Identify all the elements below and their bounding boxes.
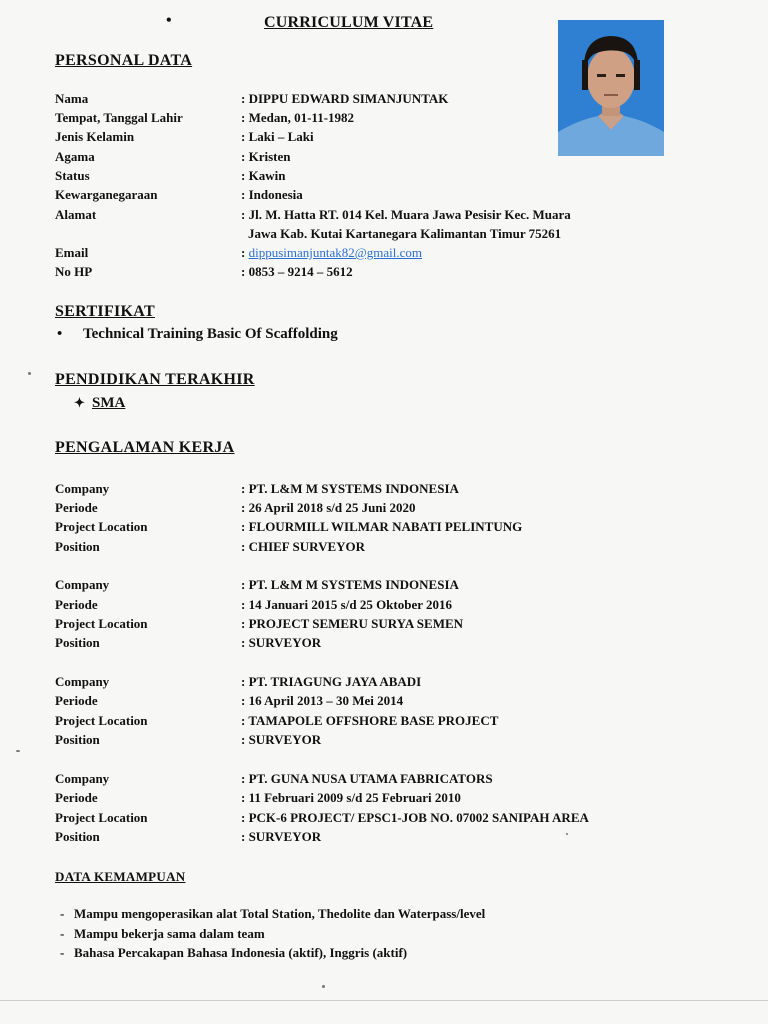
email-link[interactable]: dippusimanjuntak82@gmail.com bbox=[248, 245, 422, 260]
job4-periode: : 11 Februari 2009 s/d 25 Februari 2010 bbox=[241, 790, 461, 805]
bullet-icon: • bbox=[57, 326, 63, 342]
label-status: Status bbox=[55, 168, 90, 183]
kemampuan-item-text: Mampu mengoperasikan alat Total Station, Thedolite dan Waterpass/level bbox=[74, 906, 486, 921]
label-kewarganegaraan: Kewarganegaraan bbox=[55, 187, 158, 202]
page-title: CURRICULUM VITAE bbox=[264, 14, 434, 31]
value-alamat-line1: : Jl. M. Hatta RT. 014 Kel. Muara Jawa Pesisir Kec. Muara bbox=[241, 207, 571, 222]
value-nohp: : 0853 – 9214 – 5612 bbox=[241, 264, 353, 279]
personal-data-heading: PERSONAL DATA bbox=[55, 52, 193, 69]
job2-periode: : 14 Januari 2015 s/d 25 Oktober 2016 bbox=[241, 597, 453, 612]
label-ttl: Tempat, Tanggal Lahir bbox=[55, 110, 183, 125]
label-email: Email bbox=[55, 245, 89, 260]
pendidikan-heading: PENDIDIKAN TERAKHIR bbox=[55, 371, 255, 388]
job4-position: : SURVEYOR bbox=[241, 829, 322, 844]
kemampuan-item-text: Bahasa Percakapan Bahasa Indonesia (aktif), Inggris (aktif) bbox=[74, 945, 408, 960]
sertifikat-heading: SERTIFIKAT bbox=[55, 303, 155, 320]
label-periode: Periode bbox=[55, 693, 98, 708]
job1-company-row bbox=[55, 481, 715, 500]
job2-company-row bbox=[55, 577, 715, 596]
label-company: Company bbox=[55, 481, 110, 496]
value-nama: : DIPPU EDWARD SIMANJUNTAK bbox=[241, 91, 449, 106]
label-periode: Periode bbox=[55, 500, 98, 515]
value-kewarganegaraan: : Indonesia bbox=[241, 187, 303, 202]
dash-bullet-icon: - bbox=[60, 945, 65, 960]
email-colon: : bbox=[241, 245, 249, 260]
job3-company-row bbox=[55, 674, 715, 693]
job1-company: : PT. L&M M SYSTEMS INDONESIA bbox=[241, 481, 459, 496]
job4-position-row bbox=[55, 829, 715, 848]
job4-company-row bbox=[55, 771, 715, 790]
personal-row-nohp bbox=[55, 264, 715, 283]
job3-location: : TAMAPOLE OFFSHORE BASE PROJECT bbox=[241, 713, 499, 728]
personal-row-agama bbox=[55, 149, 715, 168]
personal-row-jenis-kelamin bbox=[55, 129, 715, 148]
dash-bullet-icon: - bbox=[60, 926, 65, 941]
label-nohp: No HP bbox=[55, 264, 93, 279]
page-edge-line bbox=[0, 1000, 768, 1001]
scan-speck bbox=[16, 750, 20, 752]
personal-row-status bbox=[55, 168, 715, 187]
sertifikat-item bbox=[57, 326, 338, 343]
job2-company: : PT. L&M M SYSTEMS INDONESIA bbox=[241, 577, 459, 592]
label-jenis-kelamin: Jenis Kelamin bbox=[55, 129, 135, 144]
label-location: Project Location bbox=[55, 519, 148, 534]
job2-position-row bbox=[55, 635, 715, 654]
value-alamat-line2: Jawa Kab. Kutai Kartanegara Kalimantan Timur 75261 bbox=[248, 226, 562, 241]
job4-location: : PCK-6 PROJECT/ EPSC1-JOB NO. 07002 SANIPAH AREA bbox=[241, 810, 589, 825]
job3-company: : PT. TRIAGUNG JAYA ABADI bbox=[241, 674, 422, 689]
job1-location: : FLOURMILL WILMAR NABATI PELINTUNG bbox=[241, 519, 523, 534]
job1-periode: : 26 April 2018 s/d 25 Juni 2020 bbox=[241, 500, 416, 515]
scan-speck bbox=[322, 985, 325, 988]
job4-company: : PT. GUNA NUSA UTAMA FABRICATORS bbox=[241, 771, 493, 786]
value-agama: : Kristen bbox=[241, 149, 291, 164]
job2-position: : SURVEYOR bbox=[241, 635, 322, 650]
label-location: Project Location bbox=[55, 810, 148, 825]
job2-location: : PROJECT SEMERU SURYA SEMEN bbox=[241, 616, 464, 631]
value-ttl: : Medan, 01-11-1982 bbox=[241, 110, 355, 125]
header-bullet: • bbox=[166, 12, 172, 29]
job3-periode-row bbox=[55, 693, 715, 712]
pendidikan-item bbox=[74, 395, 125, 412]
personal-row-email bbox=[55, 245, 715, 264]
label-position: Position bbox=[55, 732, 100, 747]
scan-speck bbox=[28, 372, 31, 375]
job3-position-row bbox=[55, 732, 715, 751]
job3-position: : SURVEYOR bbox=[241, 732, 322, 747]
job2-location-row bbox=[55, 616, 715, 635]
value-jenis-kelamin: : Laki – Laki bbox=[241, 129, 314, 144]
kemampuan-heading: DATA KEMAMPUAN bbox=[55, 869, 186, 884]
personal-row-ttl bbox=[55, 110, 715, 129]
dash-bullet-icon: - bbox=[60, 906, 65, 921]
label-periode: Periode bbox=[55, 790, 98, 805]
job3-periode: : 16 April 2013 – 30 Mei 2014 bbox=[241, 693, 404, 708]
label-location: Project Location bbox=[55, 616, 148, 631]
kemampuan-item bbox=[60, 945, 407, 961]
job3-location-row bbox=[55, 713, 715, 732]
job1-periode-row bbox=[55, 500, 715, 519]
pengalaman-heading: PENGALAMAN KERJA bbox=[55, 439, 235, 456]
kemampuan-item bbox=[60, 906, 485, 922]
label-company: Company bbox=[55, 771, 110, 786]
job4-location-row bbox=[55, 810, 715, 829]
label-agama: Agama bbox=[55, 149, 95, 164]
kemampuan-item bbox=[60, 926, 265, 942]
job1-position-row bbox=[55, 539, 715, 558]
label-periode: Periode bbox=[55, 597, 98, 612]
value-status: : Kawin bbox=[241, 168, 286, 183]
personal-row-kewarganegaraan bbox=[55, 187, 715, 206]
sertifikat-item-text: Technical Training Basic Of Scaffolding bbox=[83, 326, 338, 342]
label-alamat: Alamat bbox=[55, 207, 97, 222]
label-position: Position bbox=[55, 635, 100, 650]
scan-speck bbox=[566, 833, 568, 835]
label-company: Company bbox=[55, 674, 110, 689]
personal-row-alamat bbox=[55, 207, 715, 247]
personal-row-nama bbox=[55, 91, 715, 110]
value-email-wrap bbox=[241, 245, 422, 261]
job1-location-row bbox=[55, 519, 715, 538]
label-company: Company bbox=[55, 577, 110, 592]
job4-periode-row bbox=[55, 790, 715, 809]
label-position: Position bbox=[55, 829, 100, 844]
kemampuan-item-text: Mampu bekerja sama dalam team bbox=[74, 926, 265, 941]
pendidikan-item-text: SMA bbox=[92, 395, 126, 411]
label-location: Project Location bbox=[55, 713, 148, 728]
job2-periode-row bbox=[55, 597, 715, 616]
label-position: Position bbox=[55, 539, 100, 554]
label-nama: Nama bbox=[55, 91, 89, 106]
job1-position: : CHIEF SURVEYOR bbox=[241, 539, 366, 554]
arrow-bullet-icon: ✦ bbox=[74, 395, 85, 410]
